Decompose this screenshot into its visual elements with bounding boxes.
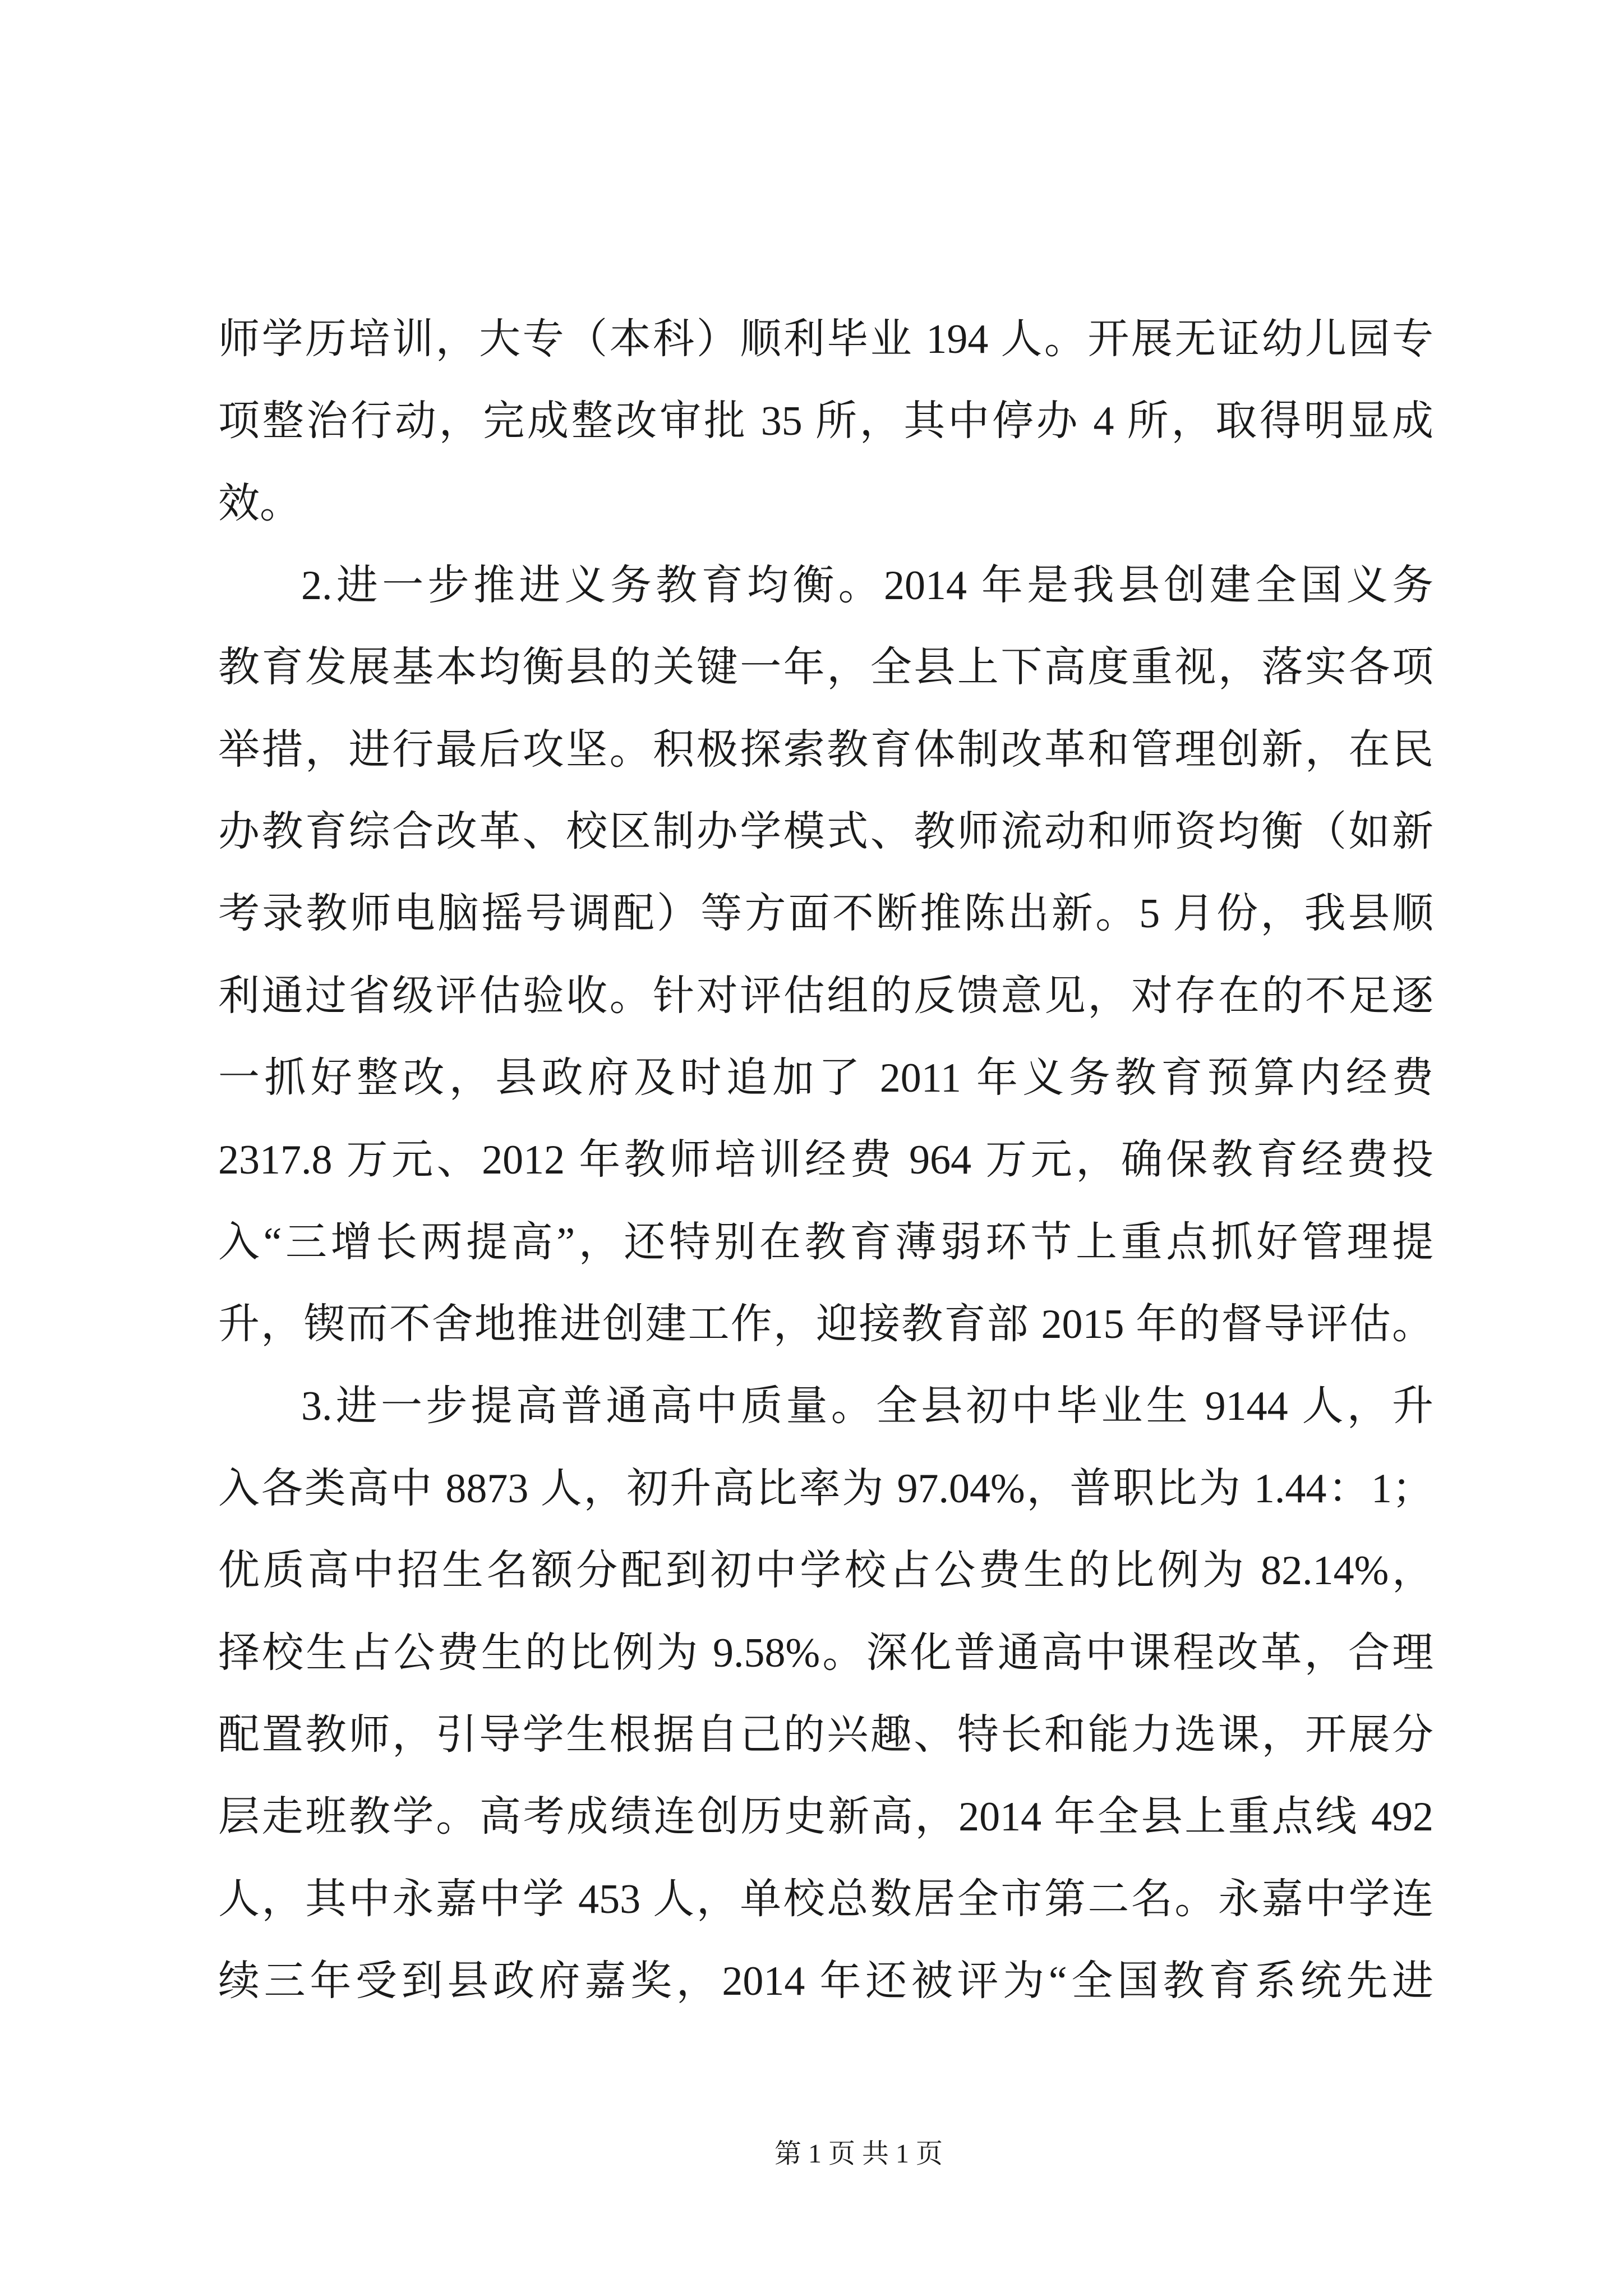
text-line: 人，其中永嘉中学 453 人，单校总数居全市第二名。永嘉中学连 bbox=[218, 1876, 1433, 1922]
text-line: 2.进一步推进义务教育均衡。2014 年是我县创建全国义务 bbox=[301, 563, 1433, 609]
text-line: 入各类高中 8873 人，初升高比率为 97.04%，普职比为 1.44：1； bbox=[218, 1465, 1433, 1512]
text-line: 办教育综合改革、校区制办学模式、教师流动和师资均衡（如新 bbox=[218, 809, 1433, 855]
text-line: 效。 bbox=[218, 480, 301, 527]
document-body bbox=[218, 298, 1433, 2022]
text-line: 考录教师电脑摇号调配）等方面不断推陈出新。5 月份，我县顺 bbox=[218, 891, 1433, 937]
text-line: 升，锲而不舍地推进创建工作，迎接教育部 2015 年的督导评估。 bbox=[218, 1301, 1433, 1348]
text-line: 2317.8 万元、2012 年教师培训经费 964 万元，确保教育经费投 bbox=[218, 1137, 1433, 1184]
text-line: 利通过省级评估验收。针对评估组的反馈意见，对存在的不足逐 bbox=[218, 973, 1433, 1019]
text-line: 优质高中招生名额分配到初中学校占公费生的比例为 82.14%， bbox=[218, 1548, 1433, 1594]
text-line: 项整治行动，完成整改审批 35 所，其中停办 4 所，取得明显成 bbox=[218, 398, 1433, 445]
text-line: 入“三增长两提高”，还特别在教育薄弱环节上重点抓好管理提 bbox=[218, 1219, 1433, 1266]
text-line: 配置教师，引导学生根据自己的兴趣、特长和能力选课，开展分 bbox=[218, 1711, 1433, 1758]
text-line: 一抓好整改，县政府及时追加了 2011 年义务教育预算内经费 bbox=[218, 1055, 1433, 1102]
page-number-footer: 第 1 页 共 1 页 bbox=[774, 2139, 943, 2169]
paragraph-1 bbox=[218, 298, 1433, 545]
paragraph-2 bbox=[218, 545, 1433, 1365]
text-line: 师学历培训，大专（本科）顺利毕业 194 人。开展无证幼儿园专 bbox=[218, 316, 1433, 362]
text-line: 择校生占公费生的比例为 9.58%。深化普通高中课程改革，合理 bbox=[218, 1630, 1433, 1676]
text-line: 3.进一步提高普通高中质量。全县初中毕业生 9144 人，升 bbox=[301, 1383, 1433, 1430]
text-line: 举措，进行最后攻坚。积极探索教育体制改革和管理创新，在民 bbox=[218, 726, 1433, 773]
text-line: 续三年受到县政府嘉奖，2014 年还被评为“全国教育系统先进 bbox=[218, 1958, 1433, 2004]
text-line: 层走班教学。高考成绩连创历史新高，2014 年全县上重点线 492 bbox=[218, 1794, 1433, 1841]
text-line: 教育发展基本均衡县的关键一年，全县上下高度重视，落实各项 bbox=[218, 645, 1433, 691]
paragraph-3 bbox=[218, 1365, 1433, 2022]
